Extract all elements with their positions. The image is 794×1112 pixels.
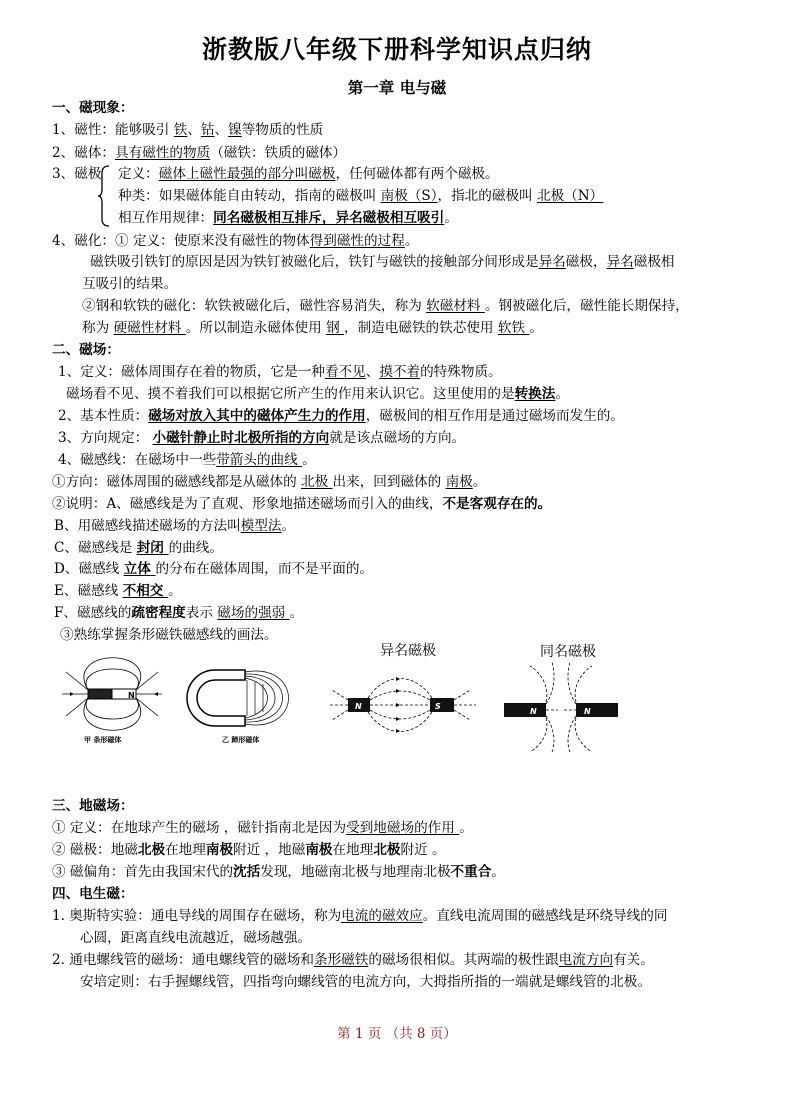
bar-magnet-field-figure <box>58 652 166 748</box>
section-heading-electromagnetism: 四、电生磁： <box>52 886 134 902</box>
text-line: ①方向：磁体周围的磁感线都是从磁体的 北极 出来，回到磁体的 南极。 <box>52 474 487 490</box>
text-line: 安培定则：右手握螺线管，四指弯向螺线管的电流方向，大拇指所指的一端就是螺线管的北极。 <box>80 974 651 990</box>
text-line: E、磁感线 不相交 。 <box>54 583 182 599</box>
n-label: N <box>128 691 135 700</box>
text-line: ③ 磁偏角：首先由我国宋代的沈括发现，地磁南北极与地理南北极不重合。 <box>52 864 505 880</box>
text-line: 互吸引的结果。 <box>82 276 178 292</box>
n-label: N <box>584 707 591 716</box>
text-line: D、磁感线 立体 的分布在磁体周围，而不是平面的。 <box>54 561 374 577</box>
text-line: 心圆，距离直线电流越近，磁场越强。 <box>80 930 312 946</box>
brace-icon <box>97 165 111 227</box>
n-label: N <box>355 702 362 711</box>
text-line: 3、方向规定： 小磁针静止时北极所指的方向就是该点磁场的方向。 <box>58 430 466 446</box>
text-line: B、用磁感线描述磁场的方法叫模型法。 <box>54 518 296 534</box>
text-line: 称为 硬磁性材料 。所以制造永磁体使用 钢 ，制造电磁铁的铁芯使用 软铁 。 <box>82 320 543 336</box>
text-line: ② 磁极：地磁北极在地理南极附近 ，地磁南极在地理北极附近 。 <box>52 842 446 858</box>
text-line: 2、基本性质：磁场对放入其中的磁体产生力的作用，磁极间的相互作用是通过磁场而发生的。 <box>58 408 624 424</box>
figure-label-like-poles: 同名磁极 <box>540 644 596 660</box>
opposite-poles-field-figure <box>330 660 482 750</box>
text-line: ②钢和软铁的磁化：软铁被磁化后，磁性容易消失，称为 软磁材料 。钢被磁化后，磁性能长期保持， <box>82 298 689 314</box>
text-line: ③熟练掌握条形磁铁磁感线的画法。 <box>60 627 278 643</box>
section-heading-magnetic-field: 二、磁场： <box>52 342 120 358</box>
text-line: 磁场看不见、摸不着我们可以根据它所产生的作用来认识它。这里使用的是转换法。 <box>66 386 569 402</box>
text-line: 相互作用规律：同名磁极相互排斥，异名磁极相互吸引。 <box>118 210 458 226</box>
text-line: 1、定义：磁体周围存在着的物质，它是一种看不见、摸不着的特殊物质。 <box>58 364 502 380</box>
text-line: 4、磁感线：在磁场中一些带箭头的曲线 。 <box>58 452 316 468</box>
horseshoe-magnet-field-figure <box>185 664 303 736</box>
section-heading-magnetism: 一、磁现象： <box>52 100 134 116</box>
text-line: 2. 通电螺线管的磁场：通电螺线管的磁场和条形磁铁的磁场很相似。其两端的极性跟电流方向有关。 <box>52 952 654 968</box>
text-line: 2、磁体：具有磁性的物质（磁铁：铁质的磁体） <box>52 145 347 161</box>
text-line: 3、磁极 <box>52 166 102 182</box>
text-line: F、磁感线的疏密程度表示 磁场的强弱 。 <box>54 605 304 621</box>
n-label: N <box>530 707 537 716</box>
figure-caption-bar: 甲 条形磁体 <box>84 736 122 744</box>
text-line: 1. 奥斯特实验：通电导线的周围存在磁场，称为电流的磁效应。直线电流周围的磁感线是环绕导线的同 <box>52 908 668 924</box>
text-line: 1、磁性：能够吸引 铁、钴、镍等物质的性质 <box>52 122 324 138</box>
figure-label-opposite-poles: 异名磁极 <box>380 643 436 659</box>
text-line: C、磁感线是 封闭 的曲线。 <box>54 540 223 556</box>
text-line: ②说明：A、磁感线是为了直观、形象地描述磁场而引入的曲线，不是客观存在的。 <box>52 496 552 512</box>
text-line: 磁铁吸引铁钉的原因是因为铁钉被磁化后，铁钉与磁铁的接触部分间形成是异名磁极，异名磁极相 <box>90 254 675 270</box>
text-line: 定义：磁体上磁性最强的部分叫磁极，任何磁体都有两个磁极。 <box>118 166 499 182</box>
text-line: 种类：如果磁体能自由转动，指南的磁极叫 南极（S），指北的磁极叫 北极（N） <box>118 188 604 204</box>
text-line: ① 定义：在地球产生的磁场 ，磁针指南北是因为受到地磁场的作用 。 <box>52 820 473 836</box>
page-footer: 第 1 页 （共 8 页） <box>337 1026 457 1042</box>
s-label: S <box>435 702 441 711</box>
like-poles-field-figure <box>500 662 624 752</box>
text-line: 4、磁化：① 定义：使原来没有磁性的物体得到磁性的过程。 <box>52 233 419 249</box>
page-title: 浙教版八年级下册科学知识点归纳 <box>201 35 592 64</box>
figure-caption-horseshoe: 乙 蹄形磁体 <box>222 736 260 744</box>
chapter-title: 第一章 电与磁 <box>347 78 447 97</box>
section-heading-geomagnetic: 三、地磁场： <box>52 798 134 814</box>
